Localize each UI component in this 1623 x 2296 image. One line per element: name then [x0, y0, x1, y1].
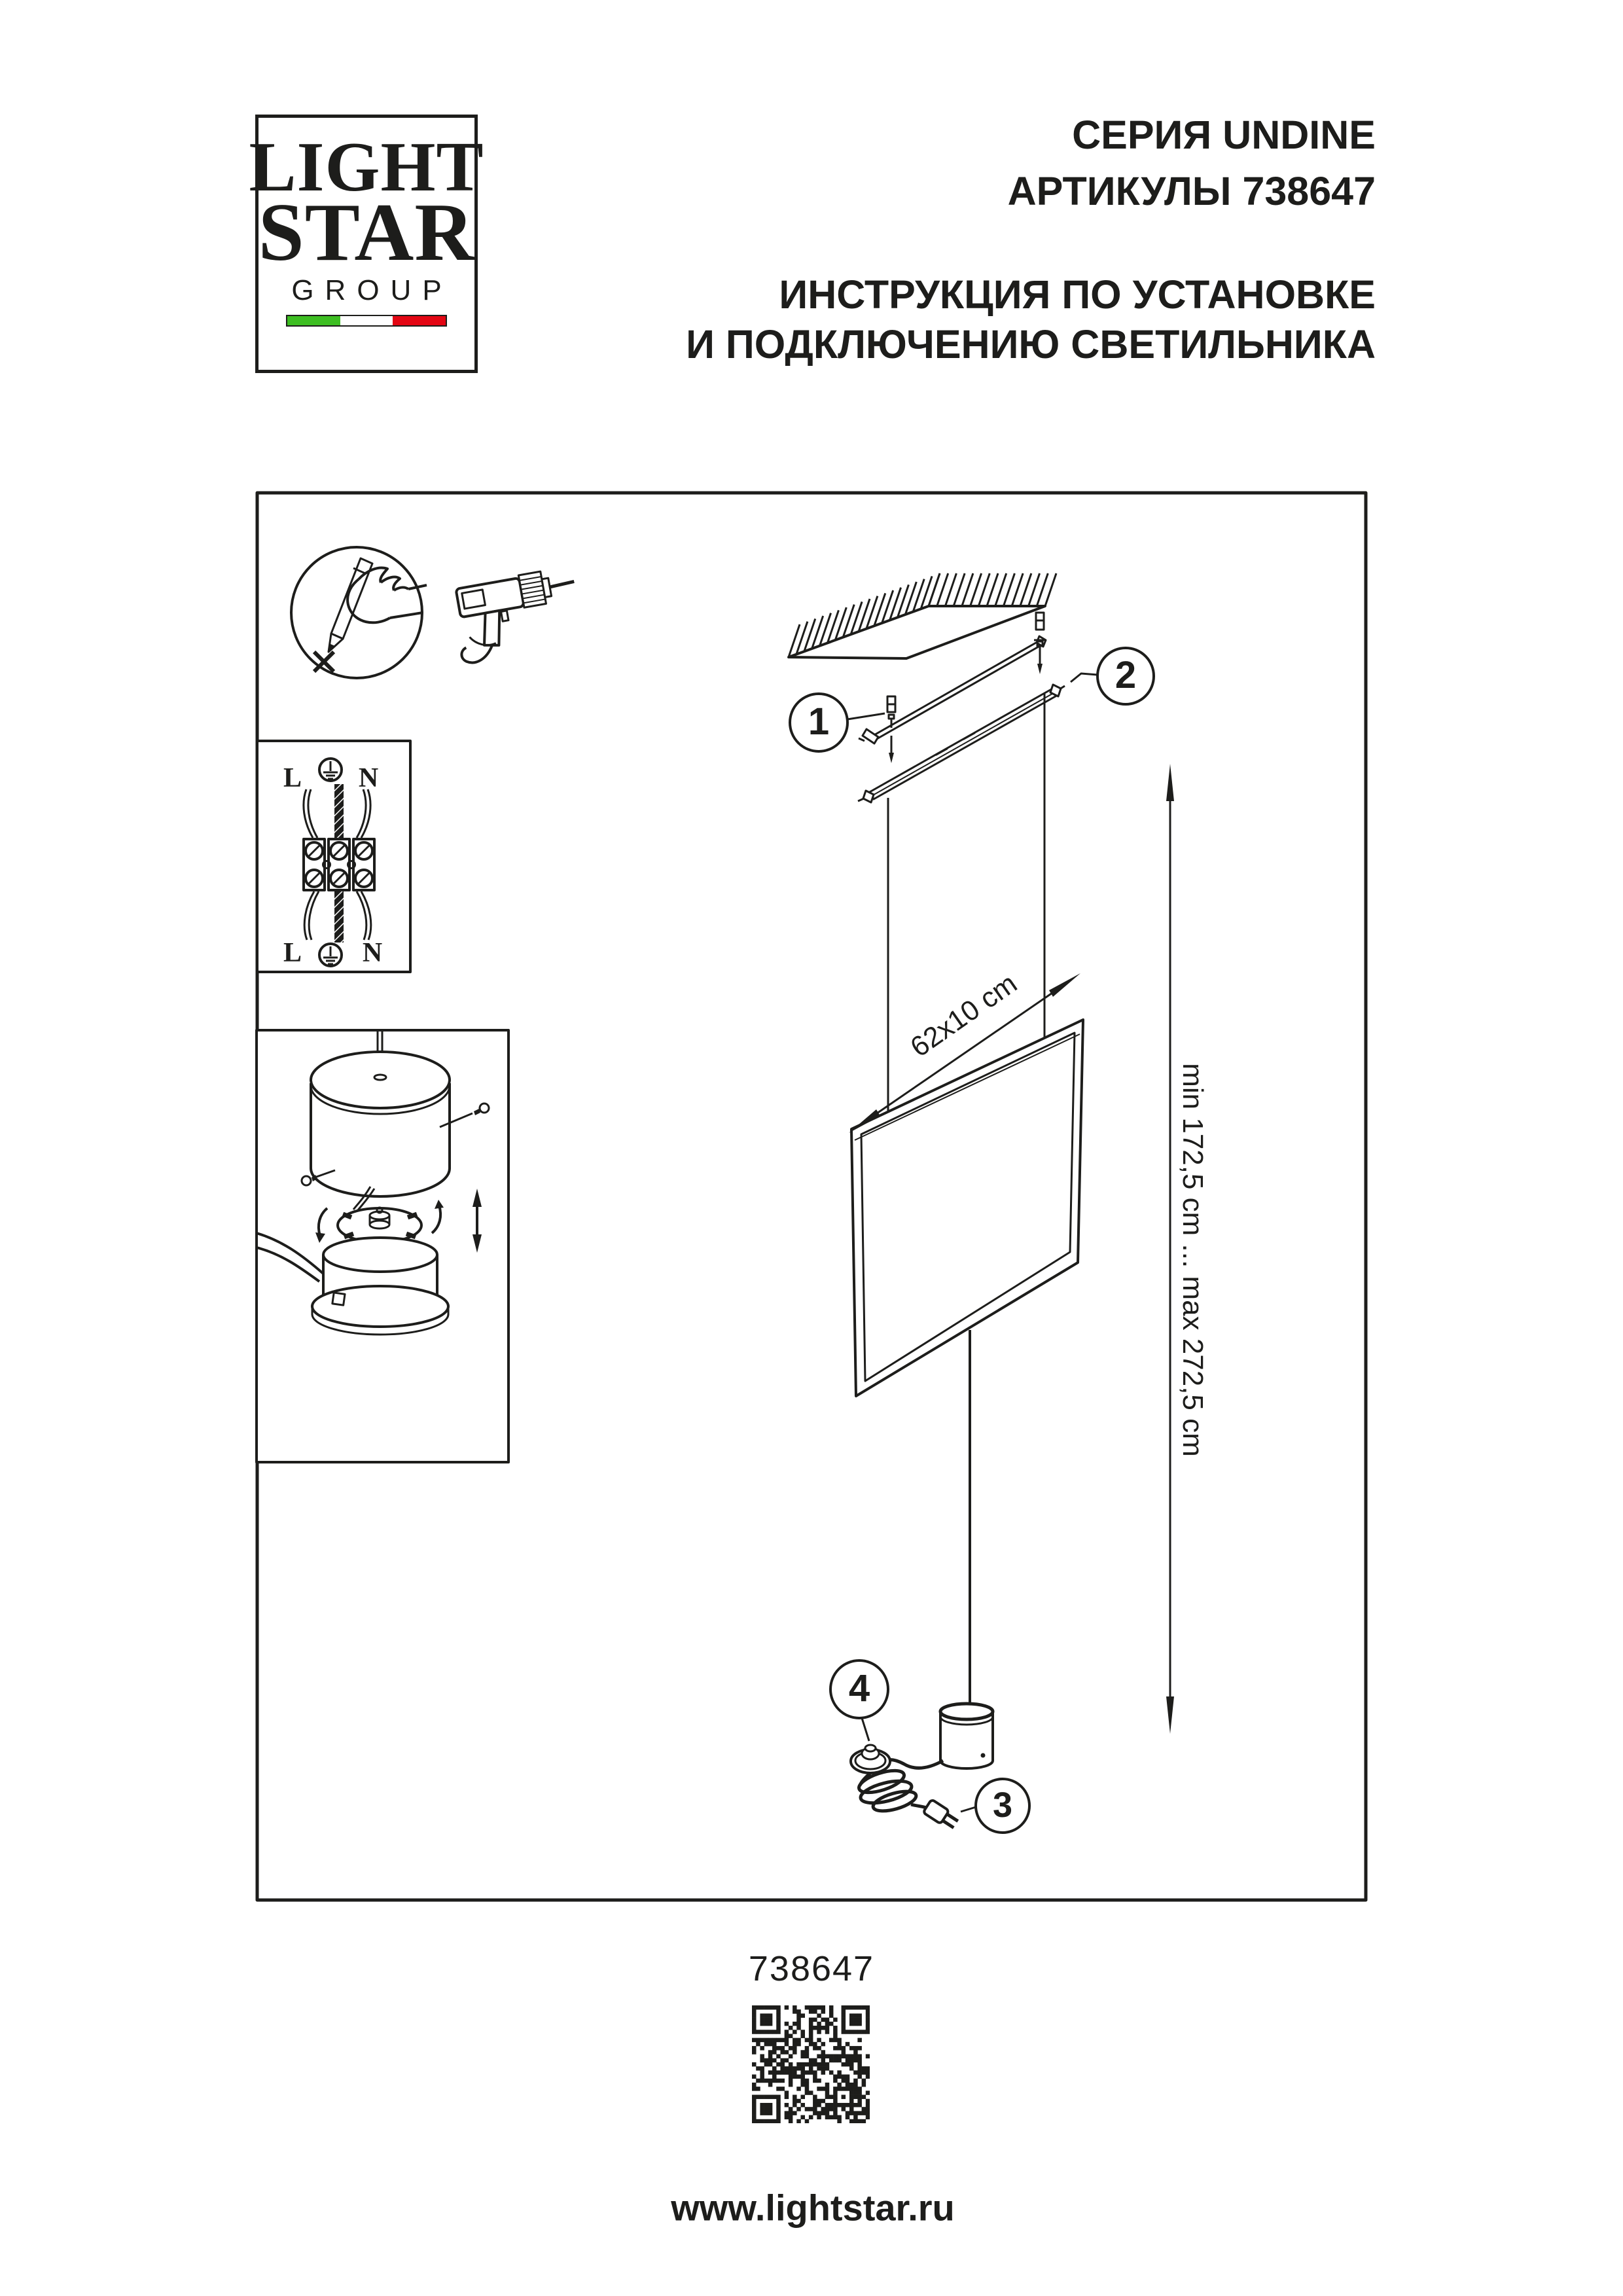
- terminal-label-n-bottom: N: [362, 938, 383, 968]
- shade-adjustment-detail: [257, 1030, 508, 1462]
- width-dimension-label: 62x10 cm: [904, 967, 1023, 1064]
- mark-position-icon: [291, 547, 427, 678]
- power-plug: [923, 1799, 960, 1831]
- switch-cord: [885, 1760, 943, 1768]
- instruction-title-line2: И ПОДКЛЮЧЕНИЮ СВЕТИЛЬНИКА: [686, 322, 1376, 367]
- foot-switch: [851, 1745, 890, 1773]
- terminal-label-l-bottom: L: [283, 938, 302, 968]
- callout-2: 2: [1115, 654, 1137, 697]
- callout-4: 4: [848, 1667, 870, 1710]
- terminal-label-n-top: N: [358, 763, 379, 793]
- terminal-block: [304, 839, 374, 890]
- terminal-label-l-top: L: [283, 763, 302, 793]
- wiring-diagram: [257, 741, 410, 972]
- website-url: www.lightstar.ru: [671, 2187, 955, 2229]
- logo-word-group: GROUP: [291, 274, 453, 306]
- callout-3: 3: [992, 1785, 1013, 1825]
- logo-word-light: LIGHT: [249, 128, 484, 206]
- earth-wire-bottom: [334, 890, 344, 942]
- article-number: 738647: [748, 1949, 875, 1988]
- series-title: СЕРИЯ UNDINE: [1072, 113, 1376, 157]
- drill-icon: [450, 566, 585, 664]
- instruction-title-line1: ИНСТРУКЦИЯ ПО УСТАНОВКЕ: [779, 272, 1376, 317]
- light-panel: [851, 1020, 1083, 1396]
- earth-wire-top: [334, 784, 344, 839]
- height-dimension-label: min 172,5 cm ... max 272,5 cm: [1177, 1063, 1209, 1457]
- callout-1: 1: [808, 700, 830, 744]
- height-dimension: [1166, 764, 1174, 1734]
- ceiling: [789, 573, 1056, 658]
- floor-driver-cylinder: [940, 1704, 993, 1768]
- articles-title: АРТИКУЛЫ 738647: [1007, 169, 1376, 213]
- logo-word-star: STAR: [258, 187, 475, 278]
- qr-code: [752, 2005, 870, 2123]
